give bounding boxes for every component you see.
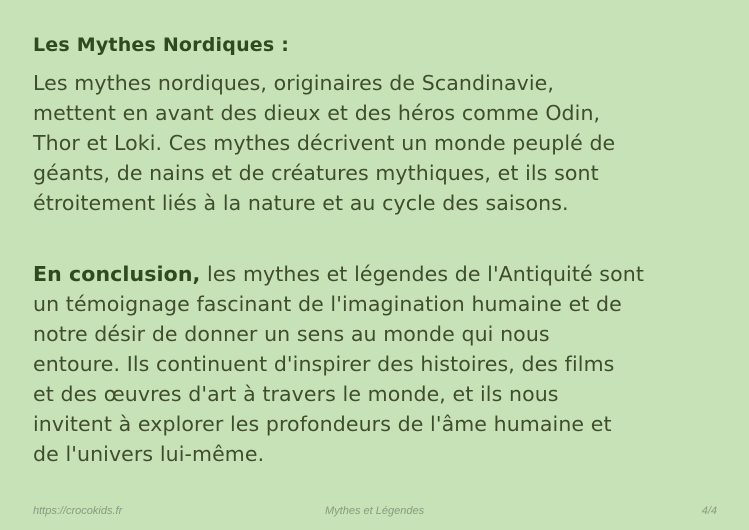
section-heading: Les Mythes Nordiques : xyxy=(33,34,290,56)
paragraph-line: Les mythes nordiques, originaires de Scandinavie, xyxy=(33,71,554,95)
paragraph-line: géants, de nains et de créatures mythiques, et ils sont xyxy=(33,161,599,185)
nordic-myths-paragraph xyxy=(33,68,723,218)
conclusion-lead: En conclusion, xyxy=(33,262,201,286)
conclusion-line: invitent à explorer les profondeurs de l'âme humaine et xyxy=(33,412,612,436)
footer-url[interactable]: https://crocokids.fr xyxy=(33,505,123,517)
conclusion-first-line-rest: les mythes et légendes de l'Antiquité sont xyxy=(200,262,644,286)
conclusion-line: de l'univers lui-même. xyxy=(33,442,265,466)
paragraph-line: mettent en avant des dieux et des héros comme Odin, xyxy=(33,101,601,125)
conclusion-line: un témoignage fascinant de l'imagination humaine et de xyxy=(33,292,622,316)
paragraph-line: étroitement liés à la nature et au cycle des saisons. xyxy=(33,191,569,215)
paragraph-line: Thor et Loki. Ces mythes décrivent un monde peuplé de xyxy=(33,131,616,155)
conclusion-paragraph xyxy=(33,259,723,469)
conclusion-line: notre désir de donner un sens au monde qui nous xyxy=(33,322,550,346)
conclusion-line: et des œuvres d'art à travers le monde, et ils nous xyxy=(33,382,559,406)
conclusion-line: entoure. Ils continuent d'inspirer des histoires, des films xyxy=(33,352,615,376)
conclusion-first-line xyxy=(33,259,723,289)
page-number: 4/4 xyxy=(701,505,717,517)
footer-title: Mythes et Légendes xyxy=(325,505,425,517)
